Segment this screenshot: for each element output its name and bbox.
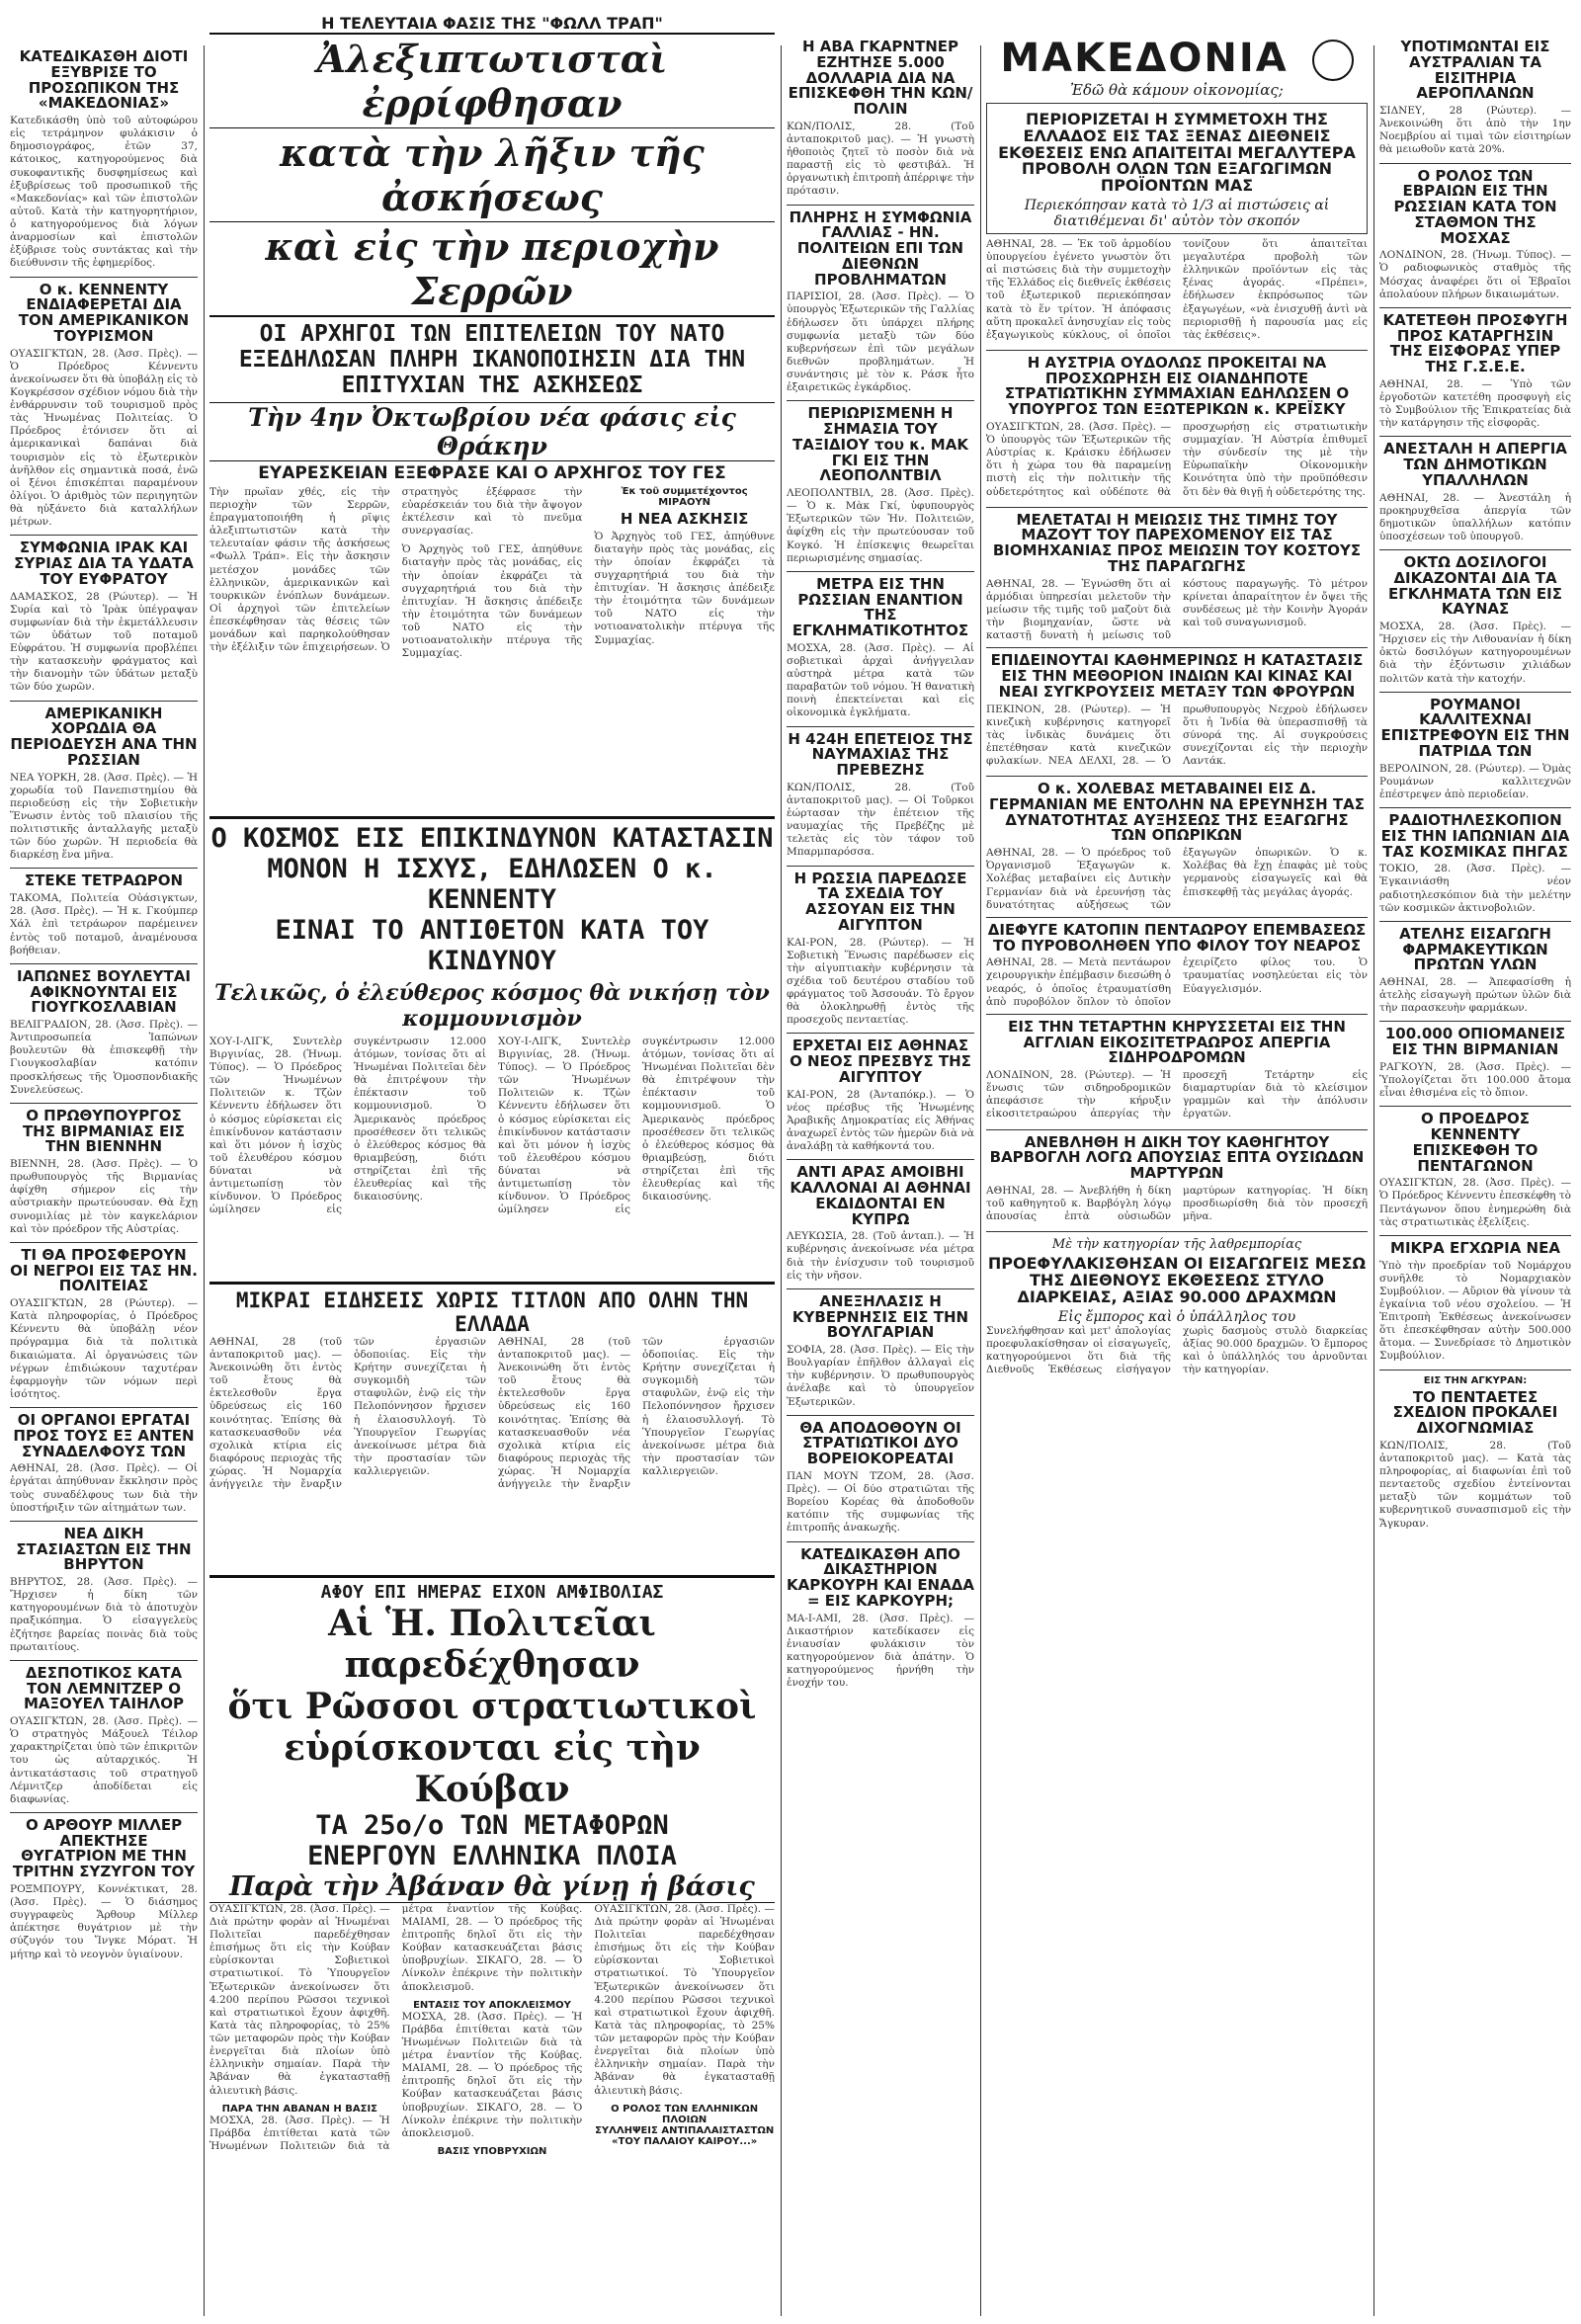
- headline: ΠΛΗΡΗΣ Η ΣΥΜΦΩΝΙΑ ΓΑΛΛΙΑΣ - ΗΝ. ΠΟΛΙΤΕΙΩΝ ΕΠΙ ΤΩΝ ΔΙΕΘΝΩΝ ΠΡΟΒΛΗΜΑΤΩΝ: [789, 208, 972, 289]
- headline: ΠΡΟΕΦΥΛΑΚΙΣΘΗΣΑΝ ΟΙ ΕΙΣΑΓΩΓΕΙΣ ΜΕΣΩ ΤΗΣ ΔΙΕΘΝΟΥΣ ΕΚΘΕΣΕΩΣ ΣΤΥΛΟ ΔΙΑΡΚΕΙΑΣ, ΑΞΙΑΣ 90.000 ΔΡΑΧΜΩΝ: [987, 1254, 1367, 1306]
- headline: Η ΑΥΣΤΡΙΑ ΟΥΔΟΛΩΣ ΠΡΟΚΕΙΤΑΙ ΝΑ ΠΡΟΣΧΩΡΗΣΗ ΕΙΣ ΟΙΑΝΔΗΠΟΤΕ ΣΤΡΑΤΙΩΤΙΚΗΝ ΣΥΜΜΑΧΙΑΝ ΕΔΗΛΩΣΕΝ Ο ΥΠΟΥΡΓΟΣ ΤΩΝ ΕΞΩΤΕΡΙΚΩΝ κ. ΚΡΕΪΣΚΥ: [1004, 353, 1350, 419]
- divider: [787, 1159, 974, 1160]
- divider: [1379, 1235, 1571, 1236]
- divider: [1379, 921, 1571, 922]
- headline: ΑΝΤΙ ΑΡΑΣ ΑΜΟΙΒΗΙ ΚΑΛΛΟΝΑΙ ΑΙ ΑΘΗΝΑΙ ΕΚΔΙΔΟΝΤΑΙ ΕΝ ΚΥΠΡΩ: [790, 1163, 971, 1228]
- divider: [787, 726, 974, 727]
- article-columns: [209, 1336, 775, 1571]
- right-column: [1379, 36, 1571, 2316]
- divider: [10, 1660, 198, 1661]
- column-rule: [781, 45, 782, 2316]
- article-text: ΛΕΟΠΟΛΝΤΒΙΛ, 28. (Ἀσσ. Πρὲς). — Ὁ κ. Μὰκ Γκί, ὑφυπουργὸς Ἐξωτερικῶν τῶν Ἡν. Πολιτειῶν, ἀφίχθη εἰς τὴν πρωτεύουσαν τοῦ Κογκό. Ἡ ἐπίσκεψις θεωρεῖται περιωρισμένης σημασίας.: [787, 487, 974, 564]
- article-text: ΛΟΝΔΙΝΟΝ, 28. (Ρώυτερ). — Ἡ ἕνωσις τῶν σιδηροδρομικῶν ἀπεφάσισε τὴν κήρυξιν εἰκοσιτετραώρου ἀπεργίας τὴν προσεχῆ Τετάρτην εἰς διαμαρτυρίαν διὰ τὸ κλείσιμον γραμμῶν καὶ τὴν ἀπόλυσιν ἐργατῶν.: [986, 1069, 1368, 1120]
- article-columns: [986, 421, 1368, 502]
- headline: ΠΕΡΙΩΡΙΣΜΕΝΗ Η ΣΗΜΑΣΙΑ ΤΟΥ ΤΑΞΙΔΙΟΥ του κ. ΜΑΚ ΓΚΙ ΕΙΣ ΤΗΝ ΛΕΟΠΟΛΝΤΒΙΛ: [792, 404, 968, 485]
- headline: ΡΟΥΜΑΝΟΙ ΚΑΛΛΙΤΕΧΝΑΙ ΕΠΙΣΤΡΕΦΟΥΝ ΕΙΣ ΤΗΝ ΠΑΤΡΙΔΑ ΤΩΝ: [1380, 695, 1570, 760]
- article-columns: [986, 1185, 1368, 1226]
- article-text: Ὁ Ἀρχηγὸς τοῦ ΓΕΣ, ἀπηύθυνε διαταγὴν πρὸς τὰς μονάδας, εἰς τὴν ὁποίαν ἐκφράζει τὰ συγχαρητήριά του διὰ τὴν ἐπιτυχίαν. Ἡ ἄσκησις ἀπέδειξε τὴν ἑτοιμότητα τῶν δυνάμεων τοῦ ΝΑΤΟ εἰς τὴν νοτιοανατολικὴν πτέρυγα τῆς Συμμαχίας.: [401, 543, 583, 660]
- article-text: ΧΟΥ-Ι-ΛΙΓΚ, Συντελὲρ Βιργινίας, 28. (Ἡνωμ. Τύπος). — Ὁ Πρόεδρος τῶν Ἡνωμένων Πολιτειῶν κ. Τζὼν Κέννεντυ ἐδήλωσεν ὅτι ὁ κόσμος εὑρίσκεται εἰς ἐπικίνδυνον κατάστασιν καὶ ὅτι μόνον ἡ ἰσχὺς τοῦ ἐλευθέρου κόσμου δύναται νὰ ἀντιμετωπίσῃ τὸν κίνδυνον. Ὁ Πρόεδρος ὡμίλησεν εἰς συγκέντρωσιν 12.000 ἀτόμων, τονίσας ὅτι αἱ Ἡνωμέναι Πολιτεῖαι δὲν θὰ ἐπιτρέψουν τὴν ἐπέκτασιν τοῦ κομμουνισμοῦ. Ὁ Ἀμερικανὸς πρόεδρος προσέθεσεν ὅτι τελικῶς ὁ ἐλεύθερος κόσμος θὰ θριαμβεύσῃ, διότι στηρίζεται ἐπὶ τῆς ἐλευθερίας καὶ τῆς δικαιοσύνης.: [498, 1035, 775, 1216]
- headline: ΑΝΕΒΛΗΘΗ Η ΔΙΚΗ ΤΟΥ ΚΑΘΗΓΗΤΟΥ ΒΑΡΒΟΓΛΗ ΛΟΓΩ ΑΠΟΥΣΙΑΣ ΕΠΤΑ ΟΥΣΙΩΔΩΝ ΜΑΡΤΥΡΩΝ: [989, 1132, 1365, 1183]
- left-column: [10, 45, 198, 2316]
- divider: [10, 1521, 198, 1522]
- headline: ΟΚΤΩ ΔΟΣΙΛΟΓΟΙ ΔΙΚΑΖΟΝΤΑΙ ΔΙΑ ΤΑ ΕΓΚΛΗΜΑΤΑ ΤΩΝ ΕΙΣ ΚΑΥΝΑΣ: [1387, 553, 1563, 619]
- main-headline-1: Ἀλεξιπτωτισταὶ ἐρρίφθησαν: [209, 33, 775, 128]
- divider: [10, 535, 198, 536]
- article-text: ΟΥΑΣΙΓΚΤΩΝ, 28 (Ρώυτερ). — Κατὰ πληροφορίας, ὁ Πρόεδρος Κέννεντυ θὰ ὑποβάλῃ νέον πρόγραμμα διὰ τὰ πολιτικὰ δικαιώματα. Αἱ ὀργανώσεις τῶν νέγρων ἐπιδιώκουν ταχυτέραν ἐφαρμογὴν τῶν νόμων περὶ ἰσότητος.: [10, 1297, 198, 1400]
- kicker: Η ΤΕΛΕΥΤΑΙΑ ΦΑΣΙΣ ΤΗΣ "ΦΩΛΛ ΤΡΑΠ": [321, 14, 663, 33]
- article-text: ΑΘΗΝΑΙ, 28. — Μετὰ πεντάωρον χειρουργικὴν ἐπέμβασιν διεσώθη ὁ νεαρός, ὁ ὁποῖος ἐτραυματίσθη ἀπὸ πυροβόλον ὅπλον τὸ ὁποῖον ἐχειρίζετο φίλος του. Ὁ τραυματίας νοσηλεύεται εἰς τὸν Εὐαγγελισμόν.: [986, 956, 1368, 1008]
- article-text: ΠΑΡΙΣΙΟΙ, 28. (Ἀσσ. Πρὲς). — Ὁ ὑπουργὸς Ἐξωτερικῶν τῆς Γαλλίας ἐδήλωσεν ὅτι ὑπάρχει πλήρης συμφωνία μεταξὺ τῶν δύο κυβερνήσεων ἐπὶ τῶν μεγάλων διεθνῶν προβλημάτων. Ἡ συνάντησις μὲ τὸν κ. Ράσκ ἦτο ἐξαιρετικῶς ἐγκάρδιος.: [787, 290, 974, 394]
- article-text: ΠΑΝ ΜΟΥΝ ΤΖΟΜ, 28. (Ἀσσ. Πρὲς). — Οἱ δύο στρατιῶται τῆς Βορείου Κορέας θὰ ἀποδοθοῦν κατόπιν τῆς συμφωνίας τῆς ἐπιτροπῆς ἀνακωχῆς.: [787, 1469, 974, 1535]
- kicker: Μὲ τὴν κατηγορίαν τῆς λαθρεμπορίας: [1051, 1237, 1302, 1253]
- cuba-headline-2: ὅτι Ρῶσσοι στρατιωτικοὶ: [227, 1685, 757, 1727]
- headline: Ο ΡΟΛΟΣ ΤΩΝ ΕΒΡΑΙΩΝ ΕΙΣ ΤΗΝ ΡΩΣΣΙΑΝ ΚΑΤΑ ΤΟΝ ΣΤΑΘΜΟΝ ΤΗΣ ΜΟΣΧΑΣ: [1393, 166, 1557, 247]
- byline: Ἐκ τοῦ συμμετέχοντος ΜΙΡΑΟΥΝ: [621, 485, 748, 508]
- headline: Ο ΠΡΟΕΔΡΟΣ ΚΕΝΝΕΝΤΥ ΕΠΙΣΚΕΦΘΗ ΤΟ ΠΕΝΤΑΓΩΝΟΝ: [1412, 1110, 1539, 1175]
- article-text: ΟΥΑΣΙΓΚΤΩΝ, 28. (Ἀσσ. Πρὲς). — Ὁ στρατηγὸς Μάξουελ Τέιλορ χαρακτηρίζεται ὑπὸ τῶν ἐπικριτῶν του ὡς αὐταρχικός. Ἡ ἀντικατάστασις τοῦ στρατηγοῦ Λέμνιτζερ ἀποδίδεται εἰς διαφωνίας.: [10, 1715, 198, 1805]
- headline: ΕΙΣ ΤΗΝ ΤΕΤΑΡΤΗΝ ΚΗΡΥΣΣΕΤΑΙ ΕΙΣ ΤΗΝ ΑΓΓΛΙΑΝ ΕΙΚΟΣΙΤΕΤΡΑΩΡΟΣ ΑΠΕΡΓΙΑ ΣΙΔΗΡΟΔΡΟΜΩΝ: [1008, 1017, 1346, 1067]
- headline: ΣΥΜΦΩΝΙΑ ΙΡΑΚ ΚΑΙ ΣΥΡΙΑΣ ΔΙΑ ΤΑ ΥΔΑΤΑ ΤΟΥ ΕΥΦΡΑΤΟΥ: [14, 539, 194, 588]
- divider: [787, 400, 974, 401]
- divider: [787, 205, 974, 206]
- article-columns: [986, 704, 1368, 772]
- article-text: ΟΥΑΣΙΓΚΤΩΝ, 28. (Ἀσσ. Πρὲς). — Ὁ Πρόεδρος Κέννεντυ ἐπεσκέφθη τὸ Πεντάγωνον ὅπου ἐνημερώθη διὰ τὰς στρατιωτικὰς ἐξελίξεις.: [1379, 1177, 1571, 1228]
- world-danger-headline: Ο ΚΟΣΜΟΣ ΕΙΣ ΕΠΙΚΙΝΔΥΝΟΝ ΚΑΤΑΣΤΑΣΙΝ: [210, 822, 774, 854]
- headline: ΣΤΕΚΕ ΤΕΤΡΑΩΡΟΝ: [24, 872, 184, 890]
- divider: [1379, 807, 1571, 808]
- article-text: ΒΕΡΟΛΙΝΟΝ, 28. (Ρώυτερ). — Ὁμὰς Ρουμάνων καλλιτεχνῶν ἐπέστρεψεν ἀπὸ περιοδείαν.: [1379, 762, 1571, 800]
- world-danger-headline-2: ΜΟΝΟΝ Η ΙΣΧΥΣ, ΕΔΗΛΩΣΕΝ Ο κ. ΚΕΝΝΕΝΤΥ: [267, 853, 717, 915]
- article-text: ΜΟΣΧΑ, 28. (Ἀσσ. Πρὲς). — Ἤρχισεν εἰς τὴν Λιθουανίαν ἡ δίκη ὀκτὼ δοσιλόγων κατηγορουμένων διὰ τὴν ἐξόντωσιν χιλιάδων πολιτῶν κατὰ τὴν κατοχήν.: [1379, 621, 1571, 685]
- divider: [10, 277, 198, 278]
- article-text: Συνελήφθησαν καὶ μετ' ἀπολογίας προεφυλακίσθησαν οἱ εἰσαγωγεῖς, κατηγορούμενοι ὅτι διὰ τῆς Διεθνοῦς Ἐκθέσεως εἰσήγαγον χωρὶς δασμοὺς στυλὸ διαρκείας ἀξίας 90.000 δραχμῶν. Ὁ ἔμπορος καὶ ὁ ὑπάλληλός του ἀρνοῦνται τὴν κατηγορίαν.: [986, 1324, 1368, 1375]
- headline: ΡΑΔΙΟΤΗΛΕΣΚΟΠΙΟΝ ΕΙΣ ΤΗΝ ΙΑΠΩΝΙΑΝ ΔΙΑ ΤΑΣ ΚΟΣΜΙΚΑΣ ΠΗΓΑΣ: [1380, 811, 1570, 861]
- headline: ΚΑΤΕΔΙΚΑΣΘΗ ΔΙΟΤΙ ΕΞΥΒΡΙΣΕ ΤΟ ΠΡΟΣΩΠΙΚΟΝ ΤΗΣ «ΜΑΚΕΔΟΝΙΑΣ»: [19, 47, 189, 113]
- headline: ΕΡΧΕΤΑΙ ΕΙΣ ΑΘΗΝΑΣ Ο ΝΕΟΣ ΠΡΕΣΒΥΣ ΤΗΣ ΑΙΓΥΠΤΟΥ: [790, 1037, 971, 1086]
- article-text: ΟΥΑΣΙΓΚΤΩΝ, 28. (Ἀσσ. Πρὲς). — Ὁ Πρόεδρος Κέννεντυ ἀνεκοίνωσεν ὅτι θὰ ὑποβάλῃ εἰς τὸ Κογκρέσσον σχέδιον νόμου διὰ τὴν ἐνθάρρυνσιν τοῦ τουρισμοῦ πρὸς τὰς Ἡνωμένας Πολιτείας. Ὁ Πρόεδρος ἐτόνισεν ὅτι αἱ ἀμερικανικαὶ δαπάναι διὰ τουρισμὸν εἰς τὸ ἐξωτερικὸν ἀνῆλθον εἰς σημαντικὰ ποσά, ἐνῶ οἱ ξένοι ἐπισκέπται παραμένουν ὀλίγοι. Ὁ ἀριθμὸς τῶν περιηγητῶν θὰ ηὐξάνετο διὰ καταλλήλων μέτρων.: [10, 347, 198, 529]
- article-text: ΟΥΑΣΙΓΚΤΩΝ, 28. (Ἀσσ. Πρὲς). — Ὁ ὑπουργὸς τῶν Ἐξωτερικῶν τῆς Αὐστρίας κ. Κράισκυ ἐδήλωσεν ὅτι ἡ χώρα του θὰ παραμείνῃ πιστὴ εἰς τὴν πολιτικὴν τῆς οὐδετερότητος καὶ οὐδέποτε θὰ προσχωρήσῃ εἰς στρατιωτικὴν συμμαχίαν. Ἡ Αὐστρία ἐπιθυμεῖ τὴν σύνδεσίν της μὲ τὴν Εὐρωπαϊκὴν Οἰκονομικὴν Κοινότητα ὑπὸ τὴν προϋπόθεσιν ὅτι δὲν θὰ θιγῇ ἡ οὐδετερότης της.: [986, 420, 1368, 498]
- article-text: ΑΘΗΝΑΙ, 28. (Ἀσσ. Πρὲς). — Οἱ ἐργάται ἀπηύθυναν ἔκκλησιν πρὸς τοὺς συναδέλφους των διὰ τὴν ὑποστήριξιν τῶν αἰτημάτων των.: [10, 1462, 198, 1514]
- article-text: ΛΟΝΔΙΝΟΝ, 28. (Ἡνωμ. Τύπος). — Ὁ ραδιοφωνικὸς σταθμὸς τῆς Μόσχας ἀναφέρει ὅτι οἱ Ἑβραῖοι ἀπολαύουν πλήρων δικαιωμάτων.: [1379, 249, 1571, 300]
- headline: ΚΑΤΕΔΙΚΑΣΘΗ ΑΠΟ ΔΙΚΑΣΤΗΡΙΟΝ ΚΑΡΚΟΥΡΗ ΚΑΙ ΕΝΑΔΑ = ΕΙΣ ΚΑΡΚΟΥΡΗ;: [787, 1544, 974, 1610]
- article-columns: [986, 1325, 1368, 1380]
- column-rule: [204, 45, 205, 2316]
- divider: [787, 1288, 974, 1289]
- headline: ΠΕΡΙΟΡΙΖΕΤΑΙ Η ΣΥΜΜΕΤΟΧΗ ΤΗΣ ΕΛΛΑΔΟΣ ΕΙΣ ΤΑΣ ΞΕΝΑΣ ΔΙΕΘΝΕΙΣ ΕΚΘΕΣΕΙΣ ΕΝΩ ΑΠΑΙΤΕΙΤΑΙ ΜΕΓΑΛΥΤΕΡΑ ΠΡΟΒΟΛΗ ΟΛΩΝ ΤΩΝ ΕΞΑΓΩΓΙΜΩΝ ΠΡΟΪΟΝΤΩΝ ΜΑΣ: [998, 110, 1356, 196]
- column-rule: [1373, 45, 1374, 2316]
- divider: [10, 701, 198, 702]
- article-text: ΝΕΑ ΥΟΡΚΗ, 28. (Ἀσσ. Πρὲς). — Ἡ χορωδία τοῦ Πανεπιστημίου θὰ περιοδεύσῃ εἰς τὴν Σοβιετικὴν Ἕνωσιν ἐντὸς τοῦ πλαισίου τῆς πολιτιστικῆς ἀνταλλαγῆς μεταξὺ τῶν δύο χωρῶν. Ἡ περιοδεία θὰ διαρκέσῃ ἕνα μῆνα.: [10, 771, 198, 862]
- subheadline: Περιεκόπησαν κατὰ τὸ 1/3 αἱ πιστώσεις αἱ διατιθέμεναι δι' αὐτὸν τὸν σκοπόν: [1024, 197, 1330, 229]
- article-text: ΟΥΑΣΙΓΚΤΩΝ, 28. (Ἀσσ. Πρὲς). — Διὰ πρώτην φορὰν αἱ Ἡνωμέναι Πολιτεῖαι παρεδέχθησαν ἐπισήμως ὅτι εἰς τὴν Κούβαν εὑρίσκονται Σοβιετικοὶ στρατιωτικοί. Τὸ Ὑπουργεῖον Ἐξωτερικῶν ἀνεκοίνωσεν ὅτι 4.200 περίπου Ρῶσσοι τεχνικοὶ καὶ στρατιωτικοὶ ἔχουν ἀφιχθῆ. Κατὰ τὰς πληροφορίας, τὸ 25% τῶν μεταφορῶν πρὸς τὴν Κούβαν ἐνεργεῖται διὰ πλοίων ὑπὸ ἑλληνικὴν σημαίαν. Παρὰ τὴν Ἀβάναν θὰ ἐγκατασταθῇ ἁλιευτικὴ βάσις.: [594, 1902, 775, 2097]
- article-text: ΡΟΞΜΠΟΥΡΥ, Κοννέκτικατ, 28. (Ἀσσ. Πρὲς). — Ὁ διάσημος συγγραφεὺς Ἄρθουρ Μίλλερ ἀπέκτησε θυγάτριον μὲ τὴν σύζυγόν του Ἴνγκε Μόρατ. Ἡ μήτηρ καὶ τὸ νεογνὸν ὑγιαίνουν.: [10, 1882, 198, 1960]
- article-columns: [986, 578, 1368, 643]
- subheadline-ges: ΕΥΑΡΕΣΚΕΙΑΝ ΕΞΕΦΡΑΣΕ ΚΑΙ Ο ΑΡΧΗΓΟΣ ΤΟΥ ΓΕΣ: [258, 463, 726, 483]
- divider: [1379, 307, 1571, 308]
- article-text: ΚΩΝ/ΠΟΛΙΣ, 28. (Τοῦ ἀνταποκριτοῦ μας). — Οἱ Τοῦρκοι ἑώρτασαν τὴν ἐπέτειον τῆς ναυμαχίας τῆς Πρεβέζης μὲ τελετὰς εἰς τὸν τάφον τοῦ Μπαρμπαρόσσα.: [787, 781, 974, 859]
- greece-news-headline: ΜΙΚΡΑΙ ΕΙΔΗΣΕΙΣ ΧΩΡΙΣ ΤΙΤΛΟΝ ΑΠΟ ΟΛΗΝ ΤΗΝ ΕΛΛΑΔΑ: [235, 1287, 749, 1336]
- article-columns: [209, 1903, 775, 2316]
- headline: ΝΕΑ ΔΙΚΗ ΣΤΑΣΙΑΣΤΩΝ ΕΙΣ ΤΗΝ ΒΗΡΥΤΟΝ: [16, 1524, 192, 1574]
- divider: [1379, 163, 1571, 164]
- masthead-title: ΜΑΚΕΔΟΝΙΑ: [1000, 36, 1289, 81]
- article-text: ΜΟΣΧΑ, 28. (Ἀσσ. Πρὲς). — Ἡ Πράβδα ἐπιτίθεται κατὰ τῶν Ἡνωμένων Πολιτειῶν διὰ τὰ μέτρα ἐναντίον τῆς Κούβας. ΜΑΙΑΜΙ, 28. — Ὁ πρόεδρος τῆς ἐπιτροπῆς δηλοῖ ὅτι εἰς τὴν Κούβαν κατασκευάζεται βάσις ὑποβρυχίων. ΣΙΚΑΓΟ, 28. — Ὁ Λίνκολν ἐπέκρινε τὴν πολιτικὴν ἀποκλεισμοῦ.: [401, 2010, 583, 2139]
- headline: ΙΑΠΩΝΕΣ ΒΟΥΛΕΥΤΑΙ ΑΦΙΚΝΟΥΝΤΑΙ ΕΙΣ ΓΙΟΥΓΚΟΣΛΑΒΙΑΝ: [17, 966, 191, 1017]
- cuba-subheadline: ΤΑ 25ο/ο ΤΩΝ ΜΕΤΑΦΟΡΩΝ: [315, 1809, 669, 1841]
- headline: ΤΟ ΠΕΝΤΑΕΤΕΣ ΣΧΕΔΙΟΝ ΠΡΟΚΑΛΕΙ ΔΙΧΟΓΝΩΜΙΑΣ: [1392, 1387, 1558, 1437]
- article-text: ΒΗΡΥΤΟΣ, 28. (Ἀσσ. Πρὲς). — Ἤρχισεν ἡ δίκη τῶν κατηγορουμένων διὰ τὸ ἀποτυχὸν πραξικόπημα. Ὁ εἰσαγγελεὺς ἐζήτησε βαρείας ποινὰς διὰ τοὺς πρωταιτίους.: [10, 1576, 198, 1653]
- headline: ΔΙΕΦΥΓΕ ΚΑΤΟΠΙΝ ΠΕΝΤΑΩΡΟΥ ΕΠΕΜΒΑΣΕΩΣ ΤΟ ΠΥΡΟΒΟΛΗΘΕΝ ΥΠΟ ΦΙΛΟΥ ΤΟΥ ΝΕΑΡΟΣ: [987, 920, 1367, 954]
- masthead-kicker: Ἐδῶ θὰ κάμουν οἰκονομίας;: [1070, 81, 1284, 99]
- divider: [209, 1282, 775, 1285]
- divider: [1379, 436, 1571, 437]
- article-columns: [209, 1036, 775, 1278]
- article-text: Κατεδικάσθη ὑπὸ τοῦ αὐτοφώρου εἰς τετράμηνον φυλάκισιν ὁ δημοσιογράφος, ἐτῶν 37, κάτοικος, κατηγορούμενος διὰ συκοφαντικῆς δυσφημίσεως καὶ ἐξυβρίσεως τοῦ προσωπικοῦ τῆς «Μακεδονίας» καὶ τῶν ἐπιστολῶν αὐτοῦ. Κατὰ τὴν κατηγορητήριον, ὁ κατηγορούμενος διὰ λόγων ἀναρμοσίων καὶ ἐπιστολῶν ἐξύβρισε τοὺς συντάκτας καὶ τὴν διεύθυνσιν τῆς ἐφημερίδος.: [10, 115, 198, 270]
- cuba-headline-3: εὑρίσκονται εἰς τὴν Κούβαν: [284, 1726, 701, 1810]
- divider: [1379, 1106, 1571, 1107]
- center-block: [209, 14, 775, 2316]
- article-text: ΑΘΗΝΑΙ, 28. — Ἀνεστάλη ἡ προκηρυχθεῖσα ἀπεργία τῶν δημοτικῶν ὑπαλλήλων κατόπιν ὑποσχέσεων τοῦ ὑπουργοῦ.: [1379, 491, 1571, 542]
- divider: [10, 868, 198, 869]
- article-text: ΟΥΑΣΙΓΚΤΩΝ, 28. (Ἀσσ. Πρὲς). — Διὰ πρώτην φορὰν αἱ Ἡνωμέναι Πολιτεῖαι παρεδέχθησαν ἐπισήμως ὅτι εἰς τὴν Κούβαν εὑρίσκονται Σοβιετικοὶ στρατιωτικοί. Τὸ Ὑπουργεῖον Ἐξωτερικῶν ἀνεκοίνωσεν ὅτι 4.200 περίπου Ρῶσσοι τεχνικοὶ καὶ στρατιωτικοὶ ἔχουν ἀφιχθῆ. Κατὰ τὰς πληροφορίας, τὸ 25% τῶν μεταφορῶν πρὸς τὴν Κούβαν ἐνεργεῖται διὰ πλοίων ὑπὸ ἑλληνικὴν σημαίαν. Παρὰ τὴν Ἀβάναν θὰ ἐγκατασταθῇ ἁλιευτικὴ βάσις.: [209, 1902, 390, 2097]
- article-text: ΑΘΗΝΑΙ, 28 (τοῦ ἀνταποκριτοῦ μας). — Ἀνεκοινώθη ὅτι ἐντὸς τοῦ ἔτους θὰ ἐκτελεσθοῦν ἔργα ὑδρεύσεως εἰς 160 κοινότητας. Ἐπίσης θὰ κατασκευασθοῦν νέα σχολικὰ κτίρια εἰς διαφόρους περιοχὰς τῆς χώρας. Ἡ Νομαρχία ἀνήγγειλε τὴν ἔναρξιν τῶν ἐργασιῶν ὁδοποιίας. Εἰς τὴν Κρήτην συνεχίζεται ἡ συγκομιδὴ τῶν σταφυλῶν, ἐνῷ εἰς τὴν Πελοπόννησον ἤρχισεν ἡ ἐλαιοσυλλογή. Τὸ Ὑπουργεῖον Γεωργίας ἀνεκοίνωσε μέτρα διὰ τὴν προστασίαν τῶν καλλιεργειῶν.: [209, 1335, 486, 1491]
- divider: [209, 1575, 775, 1578]
- divider: [787, 571, 974, 572]
- article-text: Τὴν πρωΐαν χθές, εἰς τὴν περιοχὴν τῶν Σερρῶν, ἐπραγματοποιήθη ἡ ρῖψις ἀλεξιπτωτιστῶν κατὰ τὴν τελευταίαν φάσιν τῆς ἀσκήσεως «Φωλλ Τράπ». Εἰς τὴν ἄσκησιν μετέσχον μονάδες τῶν ἑλληνικῶν, ἀμερικανικῶν καὶ τουρκικῶν ἐνόπλων δυνάμεων. Οἱ ἀρχηγοὶ τῶν ἐπιτελείων ἐπεσκέφθησαν τὰς θέσεις τῶν μονάδων καὶ παρηκολούθησαν τὴν ἐξέλιξιν τῶν ἐπιχειρήσεων. Ὁ στρατηγὸς ἐξέφρασε τὴν εὐαρέσκειάν του διὰ τὴν ἄψογον ἐκτέλεσιν καὶ τὸ πνεῦμα συνεργασίας.: [209, 485, 583, 654]
- article-text: ΒΙΕΝΝΗ, 28. (Ἀσσ. Πρὲς). — Ὁ πρωθυπουργὸς τῆς Βιρμανίας ἀφίχθη σήμερον εἰς τὴν αὐστριακὴν πρωτεύουσαν. Θὰ ἔχῃ συνομιλίας μὲ τὸν καγκελάριον καὶ τὸν πρόεδρον τῆς Αὐστρίας.: [10, 1158, 198, 1235]
- divider: [10, 1407, 198, 1408]
- article-text: ΣΙΔΝΕΥ, 28 (Ρώυτερ). — Ἀνεκοινώθη ὅτι ἀπὸ τὴν 1ην Νοεμβρίου αἱ τιμαὶ τῶν εἰσιτηρίων θὰ μειωθοῦν κατὰ 20%.: [1379, 105, 1571, 156]
- article-text: ΑΘΗΝΑΙ, 28 (τοῦ ἀνταποκριτοῦ μας). — Ἀνεκοινώθη ὅτι ἐντὸς τοῦ ἔτους θὰ ἐκτελεσθοῦν ἔργα ὑδρεύσεως εἰς 160 κοινότητας. Ἐπίσης θὰ κατασκευασθοῦν νέα σχολικὰ κτίρια εἰς διαφόρους περιοχὰς τῆς χώρας. Ἡ Νομαρχία ἀνήγγειλε τὴν ἔναρξιν τῶν ἐργασιῶν ὁδοποιίας. Εἰς τὴν Κρήτην συνεχίζεται ἡ συγκομιδὴ τῶν σταφυλῶν, ἐνῷ εἰς τὴν Πελοπόννησον ἤρχισεν ἡ ἐλαιοσυλλογή. Τὸ Ὑπουργεῖον Γεωργίας ἀνεκοίνωσε μέτρα διὰ τὴν προστασίαν τῶν καλλιεργειῶν.: [498, 1335, 775, 1491]
- article-text: ΑΘΗΝΑΙ, 28. — Ἀπεφασίσθη ἡ ἀτελὴς εἰσαγωγὴ πρώτων ὑλῶν διὰ τὴν παρασκευὴν φαρμάκων.: [1379, 976, 1571, 1015]
- divider: [986, 507, 1368, 508]
- article-text: ΜΟΣΧΑ, 28. (Ἀσσ. Πρὲς). — Ἡ Πράβδα ἐπιτίθεται κατὰ τῶν Ἡνωμένων Πολιτειῶν διὰ τὰ μέτρα ἐναντίον τῆς Κούβας. ΜΑΙΑΜΙ, 28. — Ὁ πρόεδρος τῆς ἐπιτροπῆς δηλοῖ ὅτι εἰς τὴν Κούβαν κατασκευάζεται βάσις ὑποβρυχίων. ΣΙΚΑΓΟ, 28. — Ὁ Λίνκολν ἐπέκρινε τὴν πολιτικὴν ἀποκλεισμοῦ.: [209, 1902, 583, 2152]
- article-text: ΠΕΚΙΝΟΝ, 28. (Ρώυτερ). — Ἡ κινεζικὴ κυβέρνησις κατηγορεῖ τὰς ἰνδικὰς δυνάμεις ὅτι ἐπετέθησαν κατὰ κινεζικῶν φυλακίων. ΝΕΑ ΔΕΛΧΙ, 28. — Ὁ πρωθυπουργὸς Νεχροὺ ἐδήλωσεν ὅτι ἡ Ἰνδία θὰ ὑπερασπισθῇ τὰ σύνορά της. Αἱ συγκρούσεις συνεχίζονται εἰς τὴν περιοχὴν Λαντάκ.: [986, 703, 1368, 768]
- divider: [787, 866, 974, 867]
- article-text: ΚΑΙ-ΡΟΝ, 28. (Ρώυτερ). — Ἡ Σοβιετικὴ Ἕνωσις παρέδωσεν εἰς τὴν αἰγυπτιακὴν κυβέρνησιν τὰ σχέδια τοῦ δευτέρου σταδίου τοῦ φράγματος τοῦ Ἀσσουάν. Τὸ ἔργον θὰ ὁλοκληρωθῇ ἐντὸς τῆς προσεχοῦς πενταετίας.: [787, 936, 974, 1027]
- cuba-base-headline: Παρὰ τὴν Ἀβάναν θὰ γίνῃ ἡ βάσις: [209, 1871, 775, 1903]
- article-text: ΡΑΓΚΟΥΝ, 28. (Ἀσσ. Πρὲς). — Ὑπολογίζεται ὅτι 100.000 ἄτομα εἶναι ἐθισμένα εἰς τὸ ὄπιον.: [1379, 1060, 1571, 1100]
- divider: [1379, 1021, 1571, 1022]
- headline: Η 424Η ΕΠΕΤΕΙΟΣ ΤΗΣ ΝΑΥΜΑΧΙΑΣ ΤΗΣ ΠΡΕΒΕΖΗΣ: [788, 729, 973, 779]
- subheadline-thrace: Τὴν 4ην Ὀκτωβρίου νέα φάσις εἰς Θράκην: [209, 402, 775, 461]
- headline: ΥΠΟΤΙΜΩΝΤΑΙ ΕΙΣ ΑΥΣΤΡΑΛΙΑΝ ΤΑ ΕΙΣΙΤΗΡΙΑ ΑΕΡΟΠΛΑΝΩΝ: [1400, 38, 1550, 103]
- article-text: ΑΘΗΝΑΙ, 28. — Ἐκ τοῦ ἁρμοδίου ὑπουργείου ἐγένετο γνωστὸν ὅτι αἱ πιστώσεις διὰ τὴν συμμετοχὴν τῆς Ἑλλάδος εἰς διεθνεῖς ἐκθέσεις τοῦ ἐξωτερικοῦ περιεκόπησαν κατὰ τὸ ἕν τρίτον. Ἡ ἀπόφασις αὕτη προκαλεῖ ἀνησυχίαν εἰς τοὺς ἐξαγωγικοὺς κύκλους, οἱ ὁποῖοι τονίζουν ὅτι ἀπαιτεῖται μεγαλυτέρα προβολὴ τῶν ἑλληνικῶν προϊόντων εἰς τὰς ξένας ἀγοράς. «Πρέπει», ἐδήλωσεν ἐκπρόσωπος τῶν ἐξαγωγέων, «νὰ ἐνισχυθῇ ἀντὶ νὰ περιορισθῇ ἡ παρουσία μας εἰς τὰς ἐκθέσεις».: [986, 237, 1368, 341]
- article-text: ΜΟΣΧΑ, 28. (Ἀσσ. Πρὲς). — Αἱ σοβιετικαὶ ἀρχαὶ ἀνήγγειλαν αὐστηρὰ μέτρα κατὰ τῶν παραβατῶν τοῦ νόμου. Ἡ θανατικὴ ποινὴ ἐπεκτείνεται καὶ εἰς οἰκονομικὰ ἐγκλήματα.: [787, 641, 974, 719]
- cuba-headline-1: Αἱ Ἡ. Πολιτεῖαι παρεδέχθησαν: [328, 1602, 656, 1686]
- headline: ΑΜΕΡΙΚΑΝΙΚΗ ΧΟΡΩΔΙΑ ΘΑ ΠΕΡΙΟΔΕΥΣΗ ΑΝΑ ΤΗΝ ΡΩΣΣΙΑΝ: [10, 704, 198, 769]
- divider: [209, 816, 775, 819]
- article-text: ΔΑΜΑΣΚΟΣ, 28 (Ρώυτερ). — Ἡ Συρία καὶ τὸ Ἰρὰκ ὑπέγραψαν συμφωνίαν διὰ τὴν ἐκμετάλλευσιν τῶν ὑδάτων τοῦ ποταμοῦ Εὐφράτου. Ἡ συμφωνία προβλέπει τὴν κατασκευὴν φράγματος καὶ τὴν διανομὴν τῶν ὑδάτων μεταξὺ τῶν δύο χωρῶν.: [10, 590, 198, 694]
- main-headline-2: κατὰ τὴν λῆξιν τῆς ἀσκήσεως: [209, 128, 775, 222]
- article-text: ΑΘΗΝΑΙ, 28. — Ἐγνώσθη ὅτι αἱ ἁρμόδιαι ὑπηρεσίαι μελετοῦν τὴν μείωσιν τῆς τιμῆς τοῦ μαζοὺτ διὰ τὴν βιομηχανίαν, ὥστε νὰ καταστῇ δυνατὴ ἡ μείωσις τοῦ κόστους παραγωγῆς. Τὸ μέτρον κρίνεται ἀπαραίτητον ἐν ὄψει τῆς συνδέσεως μὲ τὴν Κοινὴν Ἀγοράν καὶ τοῦ συναγωνισμοῦ.: [986, 577, 1368, 642]
- headline: ΑΤΕΛΗΣ ΕΙΣΑΓΩΓΗ ΦΑΡΜΑΚΕΥΤΙΚΩΝ ΠΡΩΤΩΝ ΥΛΩΝ: [1399, 924, 1551, 974]
- section-heading: «ΤΟΥ ΠΑΛΑΙΟΥ ΚΑΙΡΟΥ...»: [612, 2135, 758, 2147]
- headline: ΕΠΙΔΕΙΝΟΥΤΑΙ ΚΑΘΗΜΕΡΙΝΩΣ Η ΚΑΤΑΣΤΑΣΙΣ ΕΙΣ ΤΗΝ ΜΕΘΟΡΙΟΝ ΙΝΔΙΩΝ ΚΑΙ ΚΙΝΑΣ ΚΑΙ ΝΕΑΙ ΣΥΓΚΡΟΥΣΕΙΣ ΜΕΤΑΞΥ ΤΩΝ ΦΡΟΥΡΩΝ: [990, 651, 1364, 701]
- section-heading: ΒΑΣΙΣ ΥΠΟΒΡΥΧΙΩΝ: [437, 2145, 547, 2157]
- section-heading: ΠΑΡΑ ΤΗΝ ΑΒΑΝΑΝ Η ΒΑΣΙΣ: [221, 2103, 377, 2115]
- headline: ΑΝΕΣΤΑΛΗ Η ΑΠΕΡΓΙΑ ΤΩΝ ΔΗΜΟΤΙΚΩΝ ΥΠΑΛΛΗΛΩΝ: [1383, 440, 1567, 489]
- headline: ΟΙ ΟΡΓΑΝΟΙ ΕΡΓΑΤΑΙ ΠΡΟΣ ΤΟΥΣ ΕΞ ΑΝΤΕΝ ΣΥΝΑΔΕΛΦΟΥΣ ΤΩΝ: [13, 1411, 195, 1460]
- headline: ΜΕΤΡΑ ΕΙΣ ΤΗΝ ΡΩΣΣΙΑΝ ΕΝΑΝΤΙΟΝ ΤΗΣ ΕΓΚΛΗΜΑΤΙΚΟΤΗΤΟΣ: [791, 574, 969, 639]
- divider: [10, 963, 198, 964]
- article-text: ΚΩΝ/ΠΟΛΙΣ, 28. (Τοῦ ἀνταποκριτοῦ μας). — Ἡ γνωστὴ ἠθοποιὸς ζητεῖ τὸ ποσὸν διὰ νὰ παραστῇ εἰς τὸ φεστιβάλ. Ἡ ὀργανωτικὴ ἐπιτροπὴ ἀπέρριψε τὴν πρότασιν.: [787, 120, 974, 198]
- main-headline-3: καὶ εἰς τὴν περιοχὴν Σερρῶν: [209, 222, 775, 317]
- headline: Ο κ. ΧΟΛΕΒΑΣ ΜΕΤΑΒΑΙΝΕΙ ΕΙΣ Δ. ΓΕΡΜΑΝΙΑΝ ΜΕ ΕΝΤΟΛΗΝ ΝΑ ΕΡΕΥΝΗΣΗ ΤΑΣ ΔΥΝΑΤΟΤΗΤΑΣ ΑΥΞΗΣΕΩΣ ΤΗΣ ΕΞΑΓΩΓΗΣ ΤΩΝ ΟΠΩΡΙΚΩΝ: [989, 780, 1365, 845]
- section-heading: Ο ΡΟΛΟΣ ΤΩΝ ΕΛΛΗΝΙΚΩΝ ΠΛΟΙΩΝ: [611, 2103, 759, 2125]
- masthead: [986, 36, 1368, 81]
- headline: Ο κ. ΚΕΝΝΕΝΤΥ ΕΝΔΙΑΦΕΡΕΤΑΙ ΔΙΑ ΤΟΝ ΑΜΕΡΙΚΑΝΙΚΟΝ ΤΟΥΡΙΣΜΟΝ: [18, 280, 190, 345]
- article-text: Ὁ Ἀρχηγὸς τοῦ ΓΕΣ, ἀπηύθυνε διαταγὴν πρὸς τὰς μονάδας, εἰς τὴν ὁποίαν ἐκφράζει τὰ συγχαρητήριά του διὰ τὴν ἐπιτυχίαν. Ἡ ἄσκησις ἀπέδειξε τὴν ἑτοιμότητα τῶν δυνάμεων τοῦ ΝΑΤΟ εἰς τὴν νοτιοανατολικὴν πτέρυγα τῆς Συμμαχίας.: [594, 530, 775, 646]
- article-text: ΤΟΚΙΟ, 28. (Ἀσσ. Πρὲς). — Ἐγκαινιάσθη νέον ραδιοτηλεσκόπιον διὰ τὴν μελέτην τῶν κοσμικῶν ἀκτινοβολιῶν.: [1379, 863, 1571, 914]
- world-danger-headline-3: ΕΙΝΑΙ ΤΟ ΑΝΤΙΘΕΤΟΝ ΚΑΤΑ ΤΟΥ ΚΙΝΔΥΝΟΥ: [275, 914, 709, 976]
- article-text: ΑΘΗΝΑΙ, 28. — Ὑπὸ τῶν ἐργοδοτῶν κατετέθη προσφυγὴ εἰς τὸ Συμβούλιον τῆς Ἐπικρατείας διὰ τὴν κατάργησιν τῆς εἰσφορᾶς.: [1379, 377, 1571, 430]
- headline: 100.000 ΟΠΙΟΜΑΝΕΙΣ ΕΙΣ ΤΗΝ ΒΙΡΜΑΝΙΑΝ: [1384, 1025, 1566, 1059]
- article-text: ΤΑΚΟΜΑ, Πολιτεία Οὐάσιγκτων, 28. (Ἀσσ. Πρὲς). — Ἡ κ. Γκούμπερ Χάλ ἐπὶ τετράωρον παρέμεινεν ἐντὸς τοῦ ποταμοῦ, ἀναμένουσα βοήθειαν.: [10, 892, 198, 956]
- divider: [787, 1033, 974, 1034]
- article-columns: [986, 1069, 1368, 1124]
- article-text: ΑΘΗΝΑΙ, 28. — Ὁ πρόεδρος τοῦ Ὀργανισμοῦ Ἐξαγωγῶν κ. Χολέβας μεταβαίνει εἰς Δυτικὴν Γερμανίαν διὰ νὰ ἐρευνήσῃ τὰς δυνατότητας αὐξήσεως τῶν ἐξαγωγῶν ὀπωρικῶν. Ὁ κ. Χολέβας θὰ ἔχῃ ἐπαφὰς μὲ τοὺς γερμανοὺς εἰσαγωγεῖς καὶ θὰ ἐπισκεφθῇ τὰς μεγάλας ἀγοράς.: [986, 847, 1368, 911]
- headline: ΔΕΣΠΟΤΙΚΟΣ ΚΑΤΑ ΤΟΝ ΛΕΜΝΙΤΖΕΡ Ο ΜΑΞΟΥΕΛ ΤΑΙΗΛΟΡ: [23, 1663, 185, 1713]
- section-heading: ΣΥΛΛΗΨΕΙΣ ΑΝΤΙΠΑΛΑΙΣΤΑΣΤΩΝ: [595, 2124, 775, 2136]
- article-columns: [209, 486, 775, 812]
- article-text: ΚΑΙ-ΡΟΝ, 28 (Ἀνταπόκρ.). — Ὁ νέος πρέσβυς τῆς Ἡνωμένης Ἀραβικῆς Δημοκρατίας εἰς Ἀθήνας ἀναχωρεῖ ἐντὸς τῶν ἡμερῶν διὰ νὰ ἀναλάβῃ τὰ καθήκοντά του.: [787, 1088, 974, 1153]
- cuba-subheadline-2: ΕΝΕΡΓΟΥΝ ΕΛΛΗΝΙΚΑ ΠΛΟΙΑ: [307, 1840, 677, 1871]
- divider: [1379, 549, 1571, 550]
- article-columns: [986, 238, 1368, 345]
- article-text: ΚΩΝ/ΠΟΛΙΣ, 28. (Τοῦ ἀνταποκριτοῦ μας). — Κατὰ τὰς πληροφορίας, αἱ διαφωνίαι ἐπὶ τοῦ πενταετοῦς σχεδίου ἐντείνονται μεταξὺ τῶν κομμάτων τοῦ κυβερνητικοῦ συνασπισμοῦ εἰς τὴν Ἄγκυραν.: [1379, 1439, 1571, 1530]
- divider: [787, 1415, 974, 1416]
- section-heading: ΕΝΤΑΣΙΣ ΤΟΥ ΑΠΟΚΛΕΙΣΜΟΥ: [413, 1999, 571, 2011]
- headline: Η ΑΒΑ ΓΚΑΡΝΤΝΕΡ ΕΖΗΤΗΣΕ 5.000 ΔΟΛΛΑΡΙΑ ΔΙΑ ΝΑ ΕΠΙΣΚΕΦΘΗ ΤΗΝ ΚΩΝ/ΠΟΛΙΝ: [788, 38, 973, 118]
- emblem-icon: [1312, 40, 1354, 81]
- lead-box: [986, 103, 1368, 234]
- article-text: ΜΑ-Ι-ΑΜΙ, 28. (Ἀσσ. Πρὲς). — Δικαστήριον κατεδίκασεν εἰς ἐνιαυσίαν φυλάκισιν τὸν κατηγορούμενον διὰ ἀπάτην. Ὁ κατηγορούμενος ἠρνήθη τὴν ἐνοχήν του.: [787, 1612, 974, 1690]
- divider: [10, 1812, 198, 1813]
- article-columns: [986, 847, 1368, 912]
- divider: [986, 647, 1368, 648]
- divider: [986, 776, 1368, 777]
- divider: [986, 1014, 1368, 1015]
- article-text: ΧΟΥ-Ι-ΛΙΓΚ, Συντελὲρ Βιργινίας, 28. (Ἡνωμ. Τύπος). — Ὁ Πρόεδρος τῶν Ἡνωμένων Πολιτειῶν κ. Τζὼν Κέννεντυ ἐδήλωσεν ὅτι ὁ κόσμος εὑρίσκεται εἰς ἐπικίνδυνον κατάστασιν καὶ ὅτι μόνον ἡ ἰσχὺς τοῦ ἐλευθέρου κόσμου δύναται νὰ ἀντιμετωπίσῃ τὸν κίνδυνον. Ὁ Πρόεδρος ὡμίλησεν εἰς συγκέντρωσιν 12.000 ἀτόμων, τονίσας ὅτι αἱ Ἡνωμέναι Πολιτεῖαι δὲν θὰ ἐπιτρέψουν τὴν ἐπέκτασιν τοῦ κομμουνισμοῦ. Ὁ Ἀμερικανὸς πρόεδρος προσέθεσεν ὅτι τελικῶς ὁ ἐλεύθερος κόσμος θὰ θριαμβεύσῃ, διότι στηρίζεται ἐπὶ τῆς ἐλευθερίας καὶ τῆς δικαιοσύνης.: [209, 1035, 486, 1216]
- article-text: ΒΕΛΙΓΡΑΔΙΟΝ, 28. (Ἀσσ. Πρὲς). — Ἀντιπροσωπεία Ἰαπώνων βουλευτῶν θὰ ἐπισκεφθῇ τὴν Γιουγκοσλαβίαν κατόπιν προσκλήσεως τῆς Ὁμοσπονδιακῆς Συνελεύσεως.: [10, 1019, 198, 1096]
- world-danger-subheadline: Τελικῶς, ὁ ἐλεύθερος κόσμος θὰ νικήσῃ τὸν κομμουνισμὸν: [214, 979, 770, 1032]
- article-text: ΑΘΗΝΑΙ, 28. — Ἀνεβλήθη ἡ δίκη τοῦ καθηγητοῦ κ. Βαρβόγλη λόγῳ ἀπουσίας ἑπτὰ οὐσιωδῶν μαρτύρων κατηγορίας. Ἡ δίκη προσδιωρίσθη διὰ τὸν προσεχῆ μῆνα.: [986, 1184, 1368, 1223]
- third-column: [787, 36, 974, 2316]
- headline: ΤΙ ΘΑ ΠΡΟΣΦΕΡΟΥΝ ΟΙ ΝΕΓΡΟΙ ΕΙΣ ΤΑΣ ΗΝ. ΠΟΛΙΤΕΙΑΣ: [10, 1245, 198, 1295]
- kicker: ΑΦΟΥ ΕΠΙ ΗΜΕΡΑΣ ΕΙΧΟΝ ΑΜΦΙΒΟΛΙΑΣ: [320, 1581, 664, 1603]
- headline: Ο ΠΡΩΘΥΠΟΥΡΓΟΣ ΤΗΣ ΒΙΡΜΑΝΙΑΣ ΕΙΣ ΤΗΝ ΒΙΕΝΝΗΝ: [22, 1106, 186, 1156]
- divider: [986, 917, 1368, 918]
- divider: [986, 350, 1368, 351]
- kicker: ΕΙΣ ΤΗΝ ΑΓΚΥΡΑΝ:: [1423, 1374, 1528, 1386]
- headline: ΑΝΕΞΗΛΑΣΙΣ Η ΚΥΒΕΡΝΗΣΙΣ ΕΙΣ ΤΗΝ ΒΟΥΛΓΑΡΙΑΝ: [791, 1291, 969, 1342]
- divider: [10, 1242, 198, 1243]
- article-text: Ὑπὸ τὴν προεδρίαν τοῦ Νομάρχου συνῆλθε τὸ Νομαρχιακὸν Συμβούλιον. — Αὔριον θὰ γίνουν τὰ ἐγκαίνια τοῦ νέου σχολείου. — Ἡ Ἐπιτροπὴ Ἐκθέσεως ἀνεκοίνωσεν ὅτι ἐπεσκέφθησαν αὐτὴν 500.000 ἄτομα. — Συνεδρίασε τὸ Δημοτικὸν Συμβούλιον.: [1379, 1259, 1571, 1363]
- right-block: [986, 36, 1368, 2316]
- column-rule: [980, 45, 981, 2316]
- subheadline: ΟΙ ΑΡΧΗΓΟΙ ΤΩΝ ΕΠΙΤΕΛΕΙΩΝ ΤΟΥ ΝΑΤΟ ΕΞΕΔΗΛΩΣΑΝ ΠΛΗΡΗ ΙΚΑΝΟΠΟΙΗΣΙΝ ΔΙΑ ΤΗΝ ΕΠΙΤΥΧΙΑΝ ΤΗΣ ΑΣΚΗΣΕΩΣ: [238, 321, 746, 398]
- headline: ΘΑ ΑΠΟΔΟΘΟΥΝ ΟΙ ΣΤΡΑΤΙΩΤΙΚΟΙ ΔΥΟ ΒΟΡΕΙΟΚΟΡΕΑΤΑΙ: [799, 1418, 961, 1468]
- divider: [986, 1129, 1368, 1130]
- headline: ΚΑΤΕΤΕΘΗ ΠΡΟΣΦΥΓΗ ΠΡΟΣ ΚΑΤΑΡΓΗΣΙΝ ΤΗΣ ΕΙΣΦΟΡΑΣ ΥΠΕΡ ΤΗΣ Γ.Σ.Ε.Ε.: [1382, 310, 1568, 375]
- headline: ΜΙΚΡΑ ΕΓΧΩΡΙΑ ΝΕΑ: [1390, 1238, 1560, 1257]
- article-text: ΛΕΥΚΩΣΙΑ, 28. (Τοῦ ἀνταπ.). — Ἡ κυβέρνησις ἀνεκοίνωσε νέα μέτρα διὰ τὴν ἐνίσχυσιν τοῦ τουρισμοῦ εἰς τὴν νῆσον.: [787, 1230, 974, 1282]
- subheadline: Εἰς ἔμπορος καὶ ὁ ὑπάλληλος του: [1057, 1308, 1296, 1325]
- article-columns: [986, 956, 1368, 1009]
- section-heading: Η ΝΕΑ ΑΣΚΗΣΙΣ: [620, 509, 749, 528]
- headline: Η ΡΩΣΣΙΑ ΠΑΡΕΔΩΣΕ ΤΑ ΣΧΕΔΙΑ ΤΟΥ ΑΣΣΟΥΑΝ ΕΙΣ ΤΗΝ ΑΙΓΥΠΤΟΝ: [793, 869, 967, 934]
- headline: ΜΕΛΕΤΑΤΑΙ Η ΜΕΙΩΣΙΣ ΤΗΣ ΤΙΜΗΣ ΤΟΥ ΜΑΖΟΥΤ ΤΟΥ ΠΑΡΕΧΟΜΕΝΟΥ ΕΙΣ ΤΑΣ ΒΙΟΜΗΧΑΝΙΑΣ ΠΡΟΣ ΜΕΙΩΣΙΝ ΤΟΥ ΚΟΣΤΟΥΣ ΤΗΣ ΠΑΡΑΓΩΓΗΣ: [992, 510, 1362, 575]
- divider: [1379, 692, 1571, 693]
- divider: [10, 1103, 198, 1104]
- divider: [986, 1231, 1368, 1232]
- article-text: ΣΟΦΙΑ, 28. (Ἀσσ. Πρὲς). — Εἰς τὴν Βουλγαρίαν ἐπῆλθον ἀλλαγαὶ εἰς τὴν κυβέρνησιν. Ὁ πρωθυπουργὸς ἀνέλαβε καὶ τὸ ὑπουργεῖον Ἐξωτερικῶν.: [787, 1344, 974, 1408]
- divider: [787, 1541, 974, 1542]
- headline: Ο ΑΡΘΟΥΡ ΜΙΛΛΕΡ ΑΠΕΚΤΗΣΕ ΘΥΓΑΤΡΙΟΝ ΜΕ ΤΗΝ ΤΡΙΤΗΝ ΣΥΖΥΓΟΝ ΤΟΥ: [12, 1815, 196, 1881]
